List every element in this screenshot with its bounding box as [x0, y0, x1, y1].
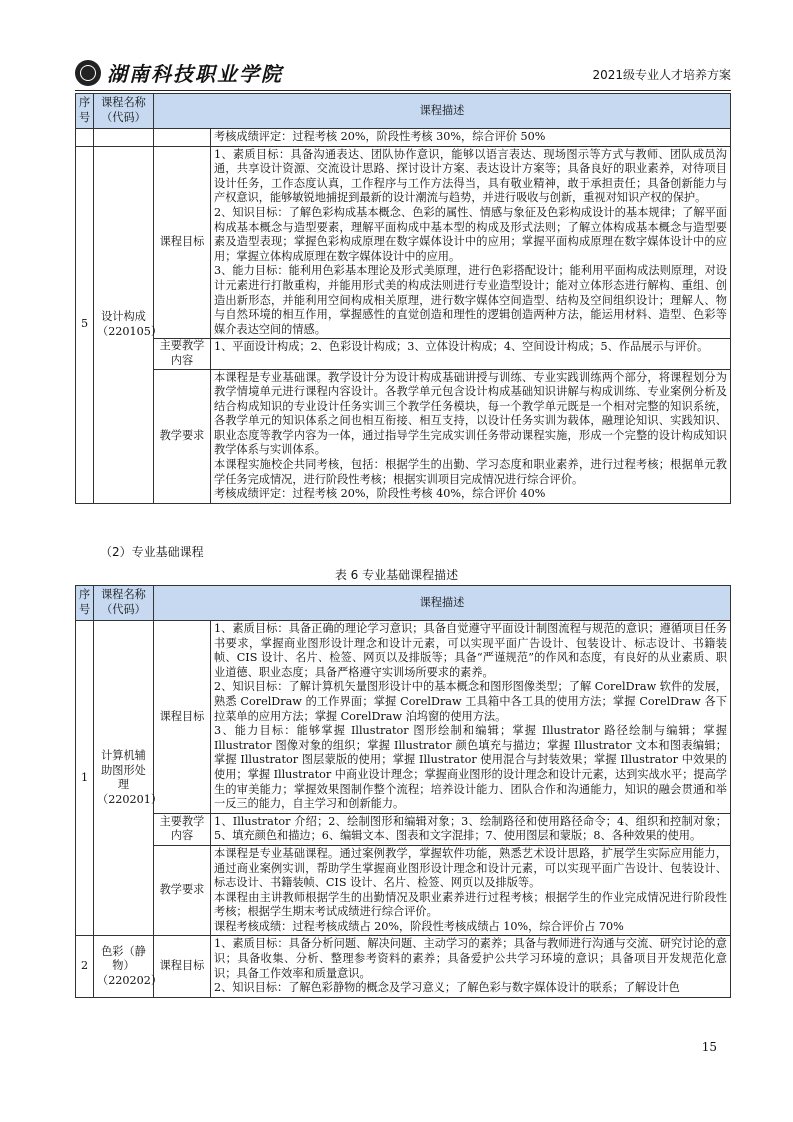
- course-table-continued: [75, 93, 731, 504]
- course-no: 5: [76, 146, 94, 503]
- table-row: [76, 813, 731, 845]
- header-no: 序号: [76, 94, 94, 129]
- content-desc: 1、平面设计构成；2、色彩设计构成；3、立体设计构成；4、空间设计构成；5、作品展示与评价。: [211, 339, 731, 369]
- course-name: 色彩（静物）（220202）: [94, 936, 154, 997]
- goal-label: 课程目标: [154, 936, 211, 997]
- table-row: [76, 621, 731, 814]
- school-name: 湖南科技职业学院: [107, 62, 283, 86]
- header-desc: 课程描述: [154, 94, 731, 129]
- course-table: [75, 585, 731, 998]
- header-no: 序号: [76, 586, 94, 621]
- req-label: 教学要求: [154, 369, 211, 503]
- page-header: [75, 58, 731, 91]
- content-label: 主要教学内容: [154, 339, 211, 369]
- goal-desc: 1、素质目标：具备正确的理论学习意识；具备自觉遵守平面设计制图流程与规范的意识；遵循项目任务书要求，掌握商业图形设计理念和设计元素，可以实现平面广告设计、包装设计、标志设计、书籍装帧、CIS 设计、名片、检签、网页以及排版等；具备“严谨规范”的作风和态度，有良好的从业素质、职业道德、职业态度；具备严格遵守实训场所要求的素养。 2、知识目标：了解计算机矢量图形设计中的基本概念和图形图像类型；了解 CorelDraw 软件的发展，熟悉 CorelDraw 的工作界面；掌握 CorelDraw 工具箱中各工具的使用方法；掌握 CorelDraw 各下拉菜单的应用方法；掌握 CorelDraw 泊坞窗的使用方法。 3、能力目标：能够掌握 Illustrator 图形绘制和编辑；掌握 Illustrator 路径绘制与编辑；掌握 Illustrator 图像对象的组织；掌握 Illustrator 颜色填充与描边；掌握 Illustrator 文本和图表编辑；掌握 Illustrator 图层蒙版的使用；掌握 Illustrator 使用混合与封装效果；掌握 Illustrator 中效果的使用；掌握 Illustrator 中商业设计理念；掌握商业图形的设计理念和设计元素，达到实战水平；提高学生的审美能力；掌握效果图制作整个流程；培养设计能力、团队合作和沟通能力，知识的融会贯通和举一反三的能力，自主学习和创新能力。: [211, 621, 731, 814]
- school-seal-icon: [75, 60, 101, 86]
- page-number: 15: [701, 1040, 717, 1054]
- course-no: 2: [76, 936, 94, 997]
- goal-label: 课程目标: [154, 621, 211, 814]
- table-row: [76, 845, 731, 936]
- table-row: [76, 936, 731, 997]
- course-name: 计算机辅助图形处理（220201）: [94, 621, 154, 936]
- header-name: 课程名称（代码）: [94, 586, 154, 621]
- carry-line: 考核成绩评定：过程考核 20%，阶段性考核 30%，综合评价 50%: [211, 129, 731, 147]
- table-header-row: [76, 586, 731, 621]
- plan-title: 2021级专业人才培养方案: [592, 68, 731, 82]
- content-label: 主要教学内容: [154, 813, 211, 845]
- school-logo: [75, 58, 283, 87]
- req-desc: 本课程是专业基础课。教学设计分为设计构成基础讲授与训练、专业实践训练两个部分，将课程划分为教学情境单元进行课程内容设计。各教学单元包含设计构成基础知识讲解与构成训练、专业案例分析及结合构成知识的专业设计任务实训三个教学任务模块，每一个教学单元既是一个相对完整的知识系统，各教学单元的知识体系之间也相互衔接、相互支持，以设计任务实训为载体，融理论知识、实践知识、职业态度等教学内容为一体，通过指导学生完成实训任务带动课程实施，形成一个完整的设计构成知识教学体系与实训体系。 本课程实施校企共同考核，包括：根据学生的出勤、学习态度和职业素养，进行过程考核；根据单元教学任务完成情况，进行阶段性考核；根据实训项目完成情况进行综合评价。 考核成绩评定：过程考核 20%，阶段性考核 40%，综合评价 40%: [211, 369, 731, 503]
- goal-label: 课程目标: [154, 146, 211, 339]
- section-subheading: （2）专业基础课程: [100, 545, 204, 559]
- goal-desc: 1、素质目标：具备沟通表达、团队协作意识，能够以语言表达、现场图示等方式与教师、团队成员沟通，共享设计资源、交流设计思路、探讨设计方案、表达设计方案等；具备良好的职业素养，对待项目设计任务，工作态度认真，工作程序与工作方法得当，具有敬业精神，敢于承担责任；具备创新能力与产权意识，能够敏锐地捕捉到最新的设计潮流与趋势，并进行吸收与创新，重视对知识产权的保护。 2、知识目标：了解色彩构成基本概念、色彩的属性、情感与象征及色彩构成设计的基本规律；了解平面构成基本概念与造型要素，理解平面构成中基本型的构成及形式法则；了解立体构成基本概念与造型要素及造型表现；掌握色彩构成原理在数字媒体设计中的应用；掌握平面构成原理在数字媒体设计中的应用；掌握立体构成原理在数字媒体设计中的应用。 3、能力目标：能利用色彩基本理论及形式美原理，进行色彩搭配设计；能利用平面构成法则原理，对设计元素进行打散重构，并能用形式美的构成法则进行专业造型设计；能对立体形态进行解构、重组、创造出新形态，并能利用空间构成相关原理，进行数字媒体空间造型、结构及空间组织设计；理解人、物与自然环境的相互作用，掌握感性的直觉创造和理性的逻辑创造两种方法，能运用材料、造型、色彩等媒介表达空间的情感。: [211, 146, 731, 339]
- table-row: [76, 339, 731, 369]
- table-row: [76, 146, 731, 339]
- table-header-row: [76, 94, 731, 129]
- req-desc: 本课程是专业基础课程。通过案例教学，掌握软件功能，熟悉艺术设计思路，扩展学生实际应用能力，通过商业案例实训，帮助学生掌握商业图形设计理念和设计元素，可以实现平面广告设计、包装设计、标志设计、书籍装帧、CIS 设计、名片、检签、网页以及排版等。 本课程由主讲教师根据学生的出勤情况及职业素养进行过程考核；根据学生的作业完成情况进行阶段性考核；根据学生期末考试成绩进行综合评价。 课程考核成绩：过程考核成绩占 20%，阶段性考核成绩占 10%，综合评价占 70%: [211, 845, 731, 936]
- course-name: 设计构成（220105）: [94, 146, 154, 503]
- req-label: 教学要求: [154, 845, 211, 936]
- header-name: 课程名称（代码）: [94, 94, 154, 129]
- content-desc: 1、Illustrator 介绍；2、绘制图形和编辑对象；3、绘制路径和使用路径命令；4、组织和控制对象；5、填充颜色和描边；6、编辑文本、图表和文字混排；7、使用图层和蒙版；8、各种效果的使用。: [211, 813, 731, 845]
- table-row: [76, 369, 731, 503]
- goal-desc: 1、素质目标：具备分析问题、解决问题、主动学习的素养；具备与教师进行沟通与交流、研究讨论的意识；具备收集、分析、整理参考资料的素养；具备爱护公共学习环境的意识；具备项目开发规范化意识；具备工作效率和质量意识。 2、知识目标：了解色彩静物的概念及学习意义；了解色彩与数字媒体设计的联系；了解设计色: [211, 936, 731, 997]
- table-row: [76, 129, 731, 147]
- table-caption: 表 6 专业基础课程描述: [334, 568, 459, 582]
- header-desc: 课程描述: [154, 586, 731, 621]
- course-no: 1: [76, 621, 94, 936]
